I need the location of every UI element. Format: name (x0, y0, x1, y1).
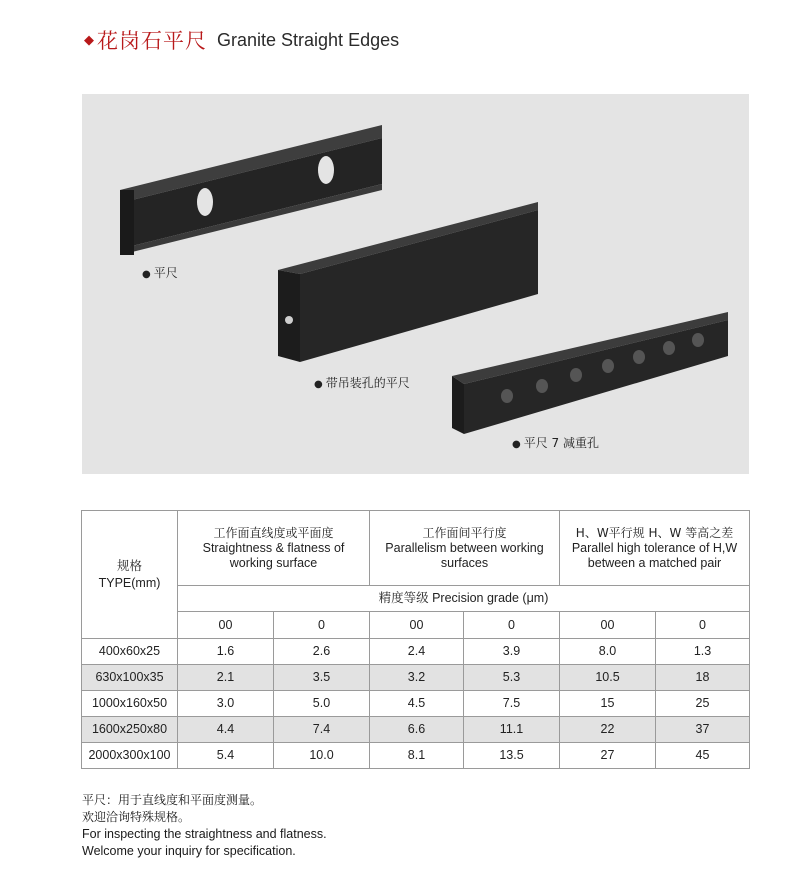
holed-straight-edge (452, 312, 728, 434)
grade-cell: 0 (464, 612, 560, 639)
type-cell: 2000x300x100 (82, 743, 178, 769)
value-cell: 4.5 (370, 691, 464, 717)
value-cell: 37 (656, 717, 750, 743)
grade-cell: 00 (178, 612, 274, 639)
table-row (82, 717, 750, 743)
caption-weight-holes: ● 平尺 7 减重孔 (512, 436, 599, 450)
value-cell: 8.1 (370, 743, 464, 769)
table-row (82, 639, 750, 665)
value-cell: 13.5 (464, 743, 560, 769)
caption-straight-edge: ● 平尺 (142, 266, 178, 280)
precision-row (82, 586, 750, 612)
value-cell: 11.1 (464, 717, 560, 743)
note-cn-inquiry: 欢迎洽询特殊规格。 (82, 810, 191, 824)
straight-edge-illustration (82, 94, 749, 474)
value-cell: 1.3 (656, 639, 750, 665)
i-beam-straight-edge (120, 125, 382, 255)
lifting-hole-straight-edge (278, 202, 538, 362)
title-english: Granite Straight Edges (217, 29, 400, 50)
value-cell: 4.4 (178, 717, 274, 743)
table-row (82, 743, 750, 769)
value-cell: 5.4 (178, 743, 274, 769)
page-title (84, 26, 399, 54)
grade-row (82, 612, 750, 639)
type-cell: 400x60x25 (82, 639, 178, 665)
group-matched-pair: H、W平行规 H、W 等高之差 Parallel high tolerance of H,W between a matched pair (560, 511, 750, 586)
value-cell: 15 (560, 691, 656, 717)
value-cell: 2.4 (370, 639, 464, 665)
note-en-usage: For inspecting the straightness and flatness. (82, 827, 327, 841)
precision-label: 精度等级 Precision grade (μm) (178, 586, 750, 612)
type-header: 规格 TYPE(mm) (82, 511, 178, 639)
title-chinese: 花岗石平尺 (97, 29, 207, 53)
value-cell: 1.6 (178, 639, 274, 665)
value-cell: 2.1 (178, 665, 274, 691)
value-cell: 7.5 (464, 691, 560, 717)
value-cell: 3.5 (274, 665, 370, 691)
title-bullet: ◆ (84, 32, 94, 48)
notes (82, 792, 327, 860)
note-en-inquiry: Welcome your inquiry for specification. (82, 844, 296, 858)
value-cell: 5.3 (464, 665, 560, 691)
product-photo (82, 94, 749, 474)
value-cell: 27 (560, 743, 656, 769)
value-cell: 3.2 (370, 665, 464, 691)
group-parallelism: 工作面间平行度 Parallelism between working surfaces (370, 511, 560, 586)
value-cell: 5.0 (274, 691, 370, 717)
value-cell: 10.0 (274, 743, 370, 769)
spec-table (81, 510, 750, 769)
type-cell: 1600x250x80 (82, 717, 178, 743)
grade-cell: 00 (560, 612, 656, 639)
value-cell: 7.4 (274, 717, 370, 743)
value-cell: 10.5 (560, 665, 656, 691)
value-cell: 8.0 (560, 639, 656, 665)
caption-lifting-hole: ● 带吊装孔的平尺 (314, 376, 410, 390)
grade-cell: 0 (656, 612, 750, 639)
value-cell: 45 (656, 743, 750, 769)
value-cell: 22 (560, 717, 656, 743)
table-header-row (82, 511, 750, 586)
note-cn-usage: 平尺：用于直线度和平面度测量。 (82, 793, 263, 807)
value-cell: 18 (656, 665, 750, 691)
grade-cell: 0 (274, 612, 370, 639)
type-cell: 630x100x35 (82, 665, 178, 691)
grade-cell: 00 (370, 612, 464, 639)
value-cell: 6.6 (370, 717, 464, 743)
value-cell: 3.9 (464, 639, 560, 665)
table-row (82, 691, 750, 717)
value-cell: 25 (656, 691, 750, 717)
group-straightness: 工作面直线度或平面度 Straightness & flatness of working surface (178, 511, 370, 586)
value-cell: 2.6 (274, 639, 370, 665)
type-cell: 1000x160x50 (82, 691, 178, 717)
table-row (82, 665, 750, 691)
value-cell: 3.0 (178, 691, 274, 717)
